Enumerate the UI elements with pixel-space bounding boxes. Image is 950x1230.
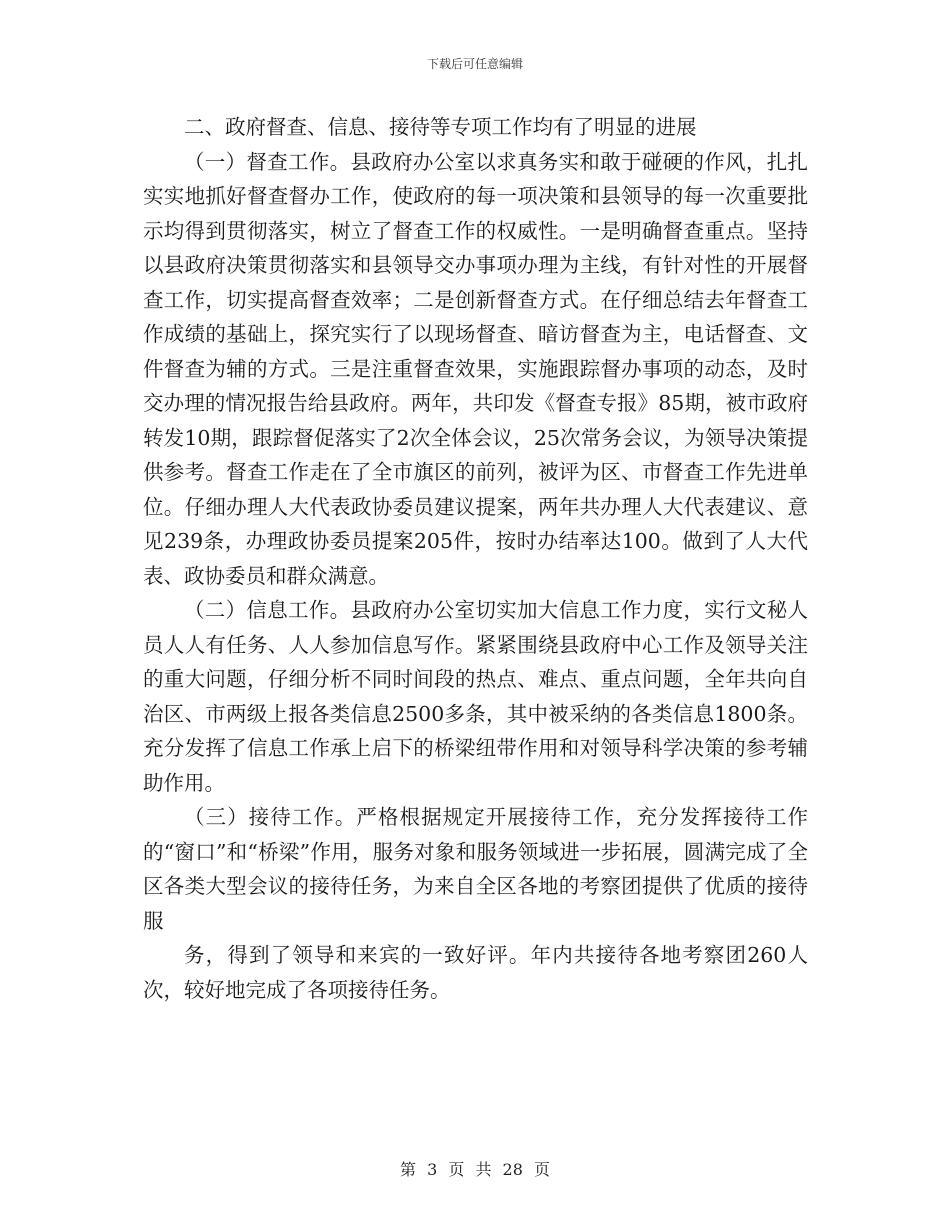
document-body [143, 110, 808, 1007]
section-heading: 二、政府督查、信息、接待等专项工作均有了明显的进展 [184, 115, 697, 139]
paragraph-information: （二）信息工作。县政府办公室切实加大信息工作力度，实行文秘人员人人有任务、人人参加信息写作。紧紧围绕县政府中心工作及领导关注的重大问题，仔细分析不同时间段的热点、难点、重点问题，全年共向自治区、市两级上报各类信息2500多条，其中被采纳的各类信息1800条。充分发挥了信息工作承上启下的桥梁纽带作用和对领导科学决策的参考辅助作用。 [143, 598, 808, 795]
paragraph-supervision: （一）督查工作。县政府办公室以求真务实和敢于碰硬的作风，扎扎实实地抓好督查督办工作，使政府的每一项决策和县领导的每一次重要批示均得到贯彻落实，树立了督查工作的权威性。一是明确督查重点。坚持以县政府决策贯彻落实和县领导交办事项办理为主线，有针对性的开展督查工作，切实提高督查效率；二是创新督查方式。在仔细总结去年督查工作成绩的基础上，探究实行了以现场督查、暗访督查为主，电话督查、文件督查为辅的方式。三是注重督查效果，实施跟踪督办事项的动态，及时交办理的情况报告给县政府。两年，共印发《督查专报》85期，被市政府转发10期，跟踪督促落实了2次全体会议，25次常务会议，为领导决策提供参考。督查工作走在了全市旗区的前列，被评为区、市督查工作先进单位。仔细办理人大代表政协委员建议提案，两年共办理人大代表建议、意见239条，办理政协委员提案205件，按时办结率达100。做到了人大代表、政协委员和群众满意。 [143, 149, 808, 588]
paragraph-reception-continued: 务，得到了领导和来宾的一致好评。年内共接待各地考察团260人次，较好地完成了各项接待任务。 [143, 943, 808, 1002]
paragraph-reception: （三）接待工作。严格根据规定开展接待工作，充分发挥接待工作的“窗口”和“桥梁”作用，服务对象和服务领域进一步拓展，圆满完成了全区各类大型会议的接待任务，为来自全区各地的考察团提供了优质的接待服 [143, 805, 808, 933]
page-header-note: 下载后可任意编辑 [426, 57, 523, 71]
page-number: 第 3 页 共 28 页 [400, 1160, 550, 1179]
